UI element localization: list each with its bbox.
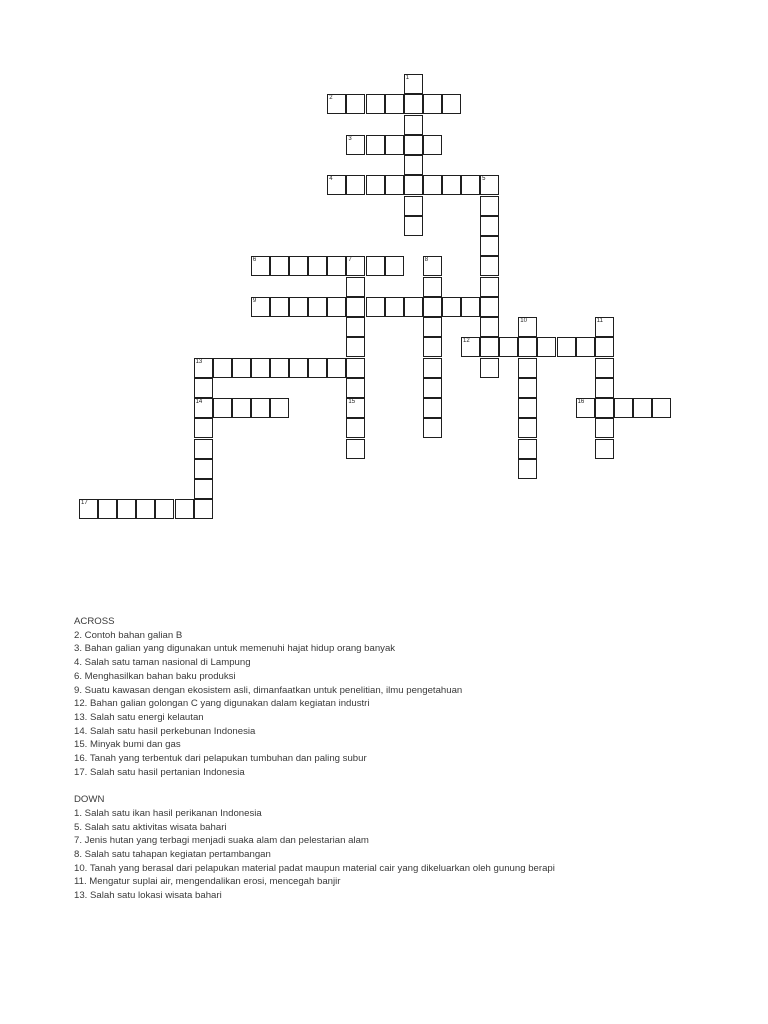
crossword-cell[interactable] xyxy=(423,297,442,317)
crossword-cell[interactable] xyxy=(232,358,251,378)
clue-number: 17 xyxy=(81,500,88,507)
crossword-cell[interactable] xyxy=(518,439,537,459)
crossword-cell[interactable] xyxy=(213,398,232,418)
crossword-cell[interactable] xyxy=(423,256,442,276)
crossword-cell[interactable] xyxy=(423,277,442,297)
crossword-cell[interactable] xyxy=(461,175,480,195)
clue-number: 13 xyxy=(195,358,203,365)
crossword-cell[interactable] xyxy=(576,337,595,357)
crossword-cell[interactable] xyxy=(404,297,423,317)
clue-number: 12 xyxy=(463,338,470,345)
crossword-cell[interactable] xyxy=(289,256,308,276)
across-clue: 16. Tanah yang terbentuk dari pelapukan tumbuhan dan paling subur xyxy=(74,753,367,765)
clue-number: 16 xyxy=(577,399,585,405)
crossword-cell[interactable] xyxy=(442,94,461,114)
crossword-cell[interactable] xyxy=(518,337,537,357)
crossword-cell[interactable] xyxy=(518,358,537,378)
crossword-cell[interactable] xyxy=(366,256,385,276)
crossword-cell[interactable] xyxy=(194,418,213,438)
crossword-cell[interactable] xyxy=(404,196,423,216)
crossword-cell[interactable] xyxy=(480,337,499,357)
crossword-cell[interactable] xyxy=(404,175,423,195)
crossword-cell[interactable] xyxy=(480,317,499,337)
crossword-cell[interactable] xyxy=(480,277,499,297)
across-clue: 4. Salah satu taman nasional di Lampung xyxy=(74,657,251,669)
crossword-cell[interactable] xyxy=(136,499,155,519)
crossword-cell[interactable] xyxy=(366,135,385,155)
crossword-cell[interactable] xyxy=(385,135,404,155)
across-clue-list xyxy=(74,629,754,780)
crossword-cell[interactable] xyxy=(576,398,595,418)
crossword-cell[interactable] xyxy=(194,459,213,479)
across-clue: 14. Salah satu hasil perkebunan Indonesia xyxy=(74,725,256,737)
crossword-cell[interactable] xyxy=(346,439,365,459)
crossword-cell[interactable] xyxy=(251,297,270,317)
crossword-cell[interactable] xyxy=(155,499,174,519)
crossword-cell[interactable] xyxy=(308,256,327,276)
crossword-cell[interactable] xyxy=(423,398,442,418)
crossword-cell[interactable] xyxy=(423,378,442,398)
clue-number: 10 xyxy=(520,318,527,324)
crossword-cell[interactable] xyxy=(346,256,365,276)
across-clue: 13. Salah satu energi kelautan xyxy=(74,711,204,723)
across-clue: 6. Menghasilkan bahan baku produksi xyxy=(74,670,236,682)
crossword-cell[interactable] xyxy=(595,439,614,459)
down-clue: 11. Mengatur suplai air, mengendalikan erosi, mencegah banjir xyxy=(74,876,341,888)
crossword-cell[interactable] xyxy=(251,358,270,378)
crossword-cell[interactable] xyxy=(366,175,385,195)
crossword-cell[interactable] xyxy=(385,94,404,114)
across-clue: 3. Bahan galian yang digunakan untuk memenuhi hajat hidup orang banyak xyxy=(74,643,396,655)
crossword-cell[interactable] xyxy=(442,175,461,195)
crossword-cell[interactable] xyxy=(346,277,365,297)
across-clue: 15. Minyak bumi dan gas xyxy=(74,739,181,751)
down-clue-list xyxy=(74,807,754,903)
crossword-cell[interactable] xyxy=(404,155,423,175)
across-clue: 12. Bahan galian golongan C yang digunakan dalam kegiatan industri xyxy=(74,698,370,710)
crossword-cell[interactable] xyxy=(366,297,385,317)
crossword-cell[interactable] xyxy=(327,175,346,195)
crossword-cell[interactable] xyxy=(423,358,442,378)
crossword-cell[interactable] xyxy=(194,499,213,519)
crossword-cell[interactable] xyxy=(289,297,308,317)
crossword-cell[interactable] xyxy=(346,358,365,378)
crossword-cell[interactable] xyxy=(117,499,136,519)
crossword-cell[interactable] xyxy=(366,94,385,114)
crossword-cell[interactable] xyxy=(270,358,289,378)
crossword-cell[interactable] xyxy=(404,94,423,114)
crossword-cell[interactable] xyxy=(270,256,289,276)
crossword-cell[interactable] xyxy=(480,196,499,216)
crossword-cell[interactable] xyxy=(480,256,499,276)
crossword-cell[interactable] xyxy=(423,94,442,114)
crossword-cell[interactable] xyxy=(442,297,461,317)
crossword-cell[interactable] xyxy=(327,358,346,378)
crossword-cell[interactable] xyxy=(518,317,537,337)
across-heading: ACROSS xyxy=(74,616,115,627)
down-clue: 10. Tanah yang berasal dari pelapukan material padat maupun material cair yang dikeluarkan oleh gunung berapi xyxy=(74,862,555,874)
crossword-cell[interactable] xyxy=(518,459,537,479)
crossword-cell[interactable] xyxy=(346,135,365,155)
crossword-cell[interactable] xyxy=(327,297,346,317)
crossword-cell[interactable] xyxy=(652,398,671,418)
crossword-cell[interactable] xyxy=(404,115,423,135)
crossword-cell[interactable] xyxy=(537,337,556,357)
crossword-cell[interactable] xyxy=(385,256,404,276)
crossword-cell[interactable] xyxy=(595,317,614,337)
crossword-cell[interactable] xyxy=(461,297,480,317)
crossword-cell[interactable] xyxy=(194,398,213,418)
crossword-cell[interactable] xyxy=(251,398,270,418)
clue-number: 2 xyxy=(329,95,333,102)
crossword-cell[interactable] xyxy=(289,358,308,378)
crossword-cell[interactable] xyxy=(385,297,404,317)
crossword-cell[interactable] xyxy=(461,337,480,357)
down-clue: 13. Salah satu lokasi wisata bahari xyxy=(74,890,222,902)
crossword-cell[interactable] xyxy=(404,74,423,94)
crossword-cell[interactable] xyxy=(346,94,365,114)
crossword-cell[interactable] xyxy=(423,175,442,195)
crossword-cell[interactable] xyxy=(423,317,442,337)
crossword-cell[interactable] xyxy=(232,398,251,418)
crossword-cell[interactable] xyxy=(595,378,614,398)
crossword-cell[interactable] xyxy=(480,216,499,236)
crossword-cell[interactable] xyxy=(327,256,346,276)
crossword-cell[interactable] xyxy=(595,398,614,418)
down-clue: 5. Salah satu aktivitas wisata bahari xyxy=(74,821,227,833)
across-clue: 9. Suatu kawasan dengan ekosistem asli, dimanfaatkan untuk penelitian, ilmu pengetahuan xyxy=(74,684,463,696)
crossword-cell[interactable] xyxy=(270,398,289,418)
crossword-cell[interactable] xyxy=(175,499,194,519)
crossword-cell[interactable] xyxy=(518,378,537,398)
across-clue: 17. Salah satu hasil pertanian Indonesia xyxy=(74,766,245,778)
crossword-cell[interactable] xyxy=(346,297,365,317)
clue-number: 11 xyxy=(596,318,603,324)
across-clue: 2. Contoh bahan galian B xyxy=(74,629,183,641)
crossword-cell[interactable] xyxy=(480,297,499,317)
crossword-cell[interactable] xyxy=(518,418,537,438)
crossword-cell[interactable] xyxy=(346,337,365,357)
crossword-cell[interactable] xyxy=(346,398,365,418)
crossword-cell[interactable] xyxy=(518,398,537,418)
crossword-cell[interactable] xyxy=(423,135,442,155)
crossword-cell[interactable] xyxy=(308,358,327,378)
crossword-cell[interactable] xyxy=(423,418,442,438)
crossword-cell[interactable] xyxy=(480,358,499,378)
crossword-cell[interactable] xyxy=(98,499,117,519)
crossword-cell[interactable] xyxy=(346,418,365,438)
crossword-cell[interactable] xyxy=(423,337,442,357)
clue-number: 8 xyxy=(424,257,429,264)
clue-number: 4 xyxy=(329,176,333,183)
crossword-cell[interactable] xyxy=(213,358,232,378)
crossword-cell[interactable] xyxy=(404,216,423,236)
crossword-cell[interactable] xyxy=(346,317,365,337)
down-clue: 7. Jenis hutan yang terbagi menjadi suaka alam dan pelestarian alam xyxy=(74,835,369,847)
clue-number: 7 xyxy=(348,257,352,264)
clue-number: 6 xyxy=(252,257,257,264)
crossword-cell[interactable] xyxy=(404,135,423,155)
crossword-cell[interactable] xyxy=(194,358,213,378)
crossword-cell[interactable] xyxy=(385,175,404,195)
down-clue: 8. Salah satu tahapan kegiatan pertambangan xyxy=(74,848,271,860)
crossword-cell[interactable] xyxy=(327,94,346,114)
crossword-cell[interactable] xyxy=(480,236,499,256)
crossword-cell[interactable] xyxy=(557,337,576,357)
crossword-cell[interactable] xyxy=(308,297,327,317)
crossword-cell[interactable] xyxy=(499,337,518,357)
crossword-cell[interactable] xyxy=(480,175,499,195)
clue-number: 14 xyxy=(195,399,203,405)
crossword-cell[interactable] xyxy=(251,256,270,276)
crossword-cell[interactable] xyxy=(595,358,614,378)
crossword-cell[interactable] xyxy=(346,378,365,398)
crossword-cell[interactable] xyxy=(346,175,365,195)
crossword-cell[interactable] xyxy=(595,418,614,438)
clue-number: 5 xyxy=(482,176,486,183)
crossword-cell[interactable] xyxy=(614,398,633,418)
down-clue: 1. Salah satu ikan hasil perikanan Indonesia xyxy=(74,807,262,819)
clue-number: 9 xyxy=(252,297,257,304)
clue-number: 1 xyxy=(405,75,410,81)
crossword-cell[interactable] xyxy=(270,297,289,317)
crossword-cell[interactable] xyxy=(194,479,213,499)
crossword-cell[interactable] xyxy=(79,499,98,519)
down-heading: DOWN xyxy=(74,794,105,806)
crossword-cell[interactable] xyxy=(633,398,652,418)
crossword-cell[interactable] xyxy=(595,337,614,357)
clue-section xyxy=(74,615,754,903)
clue-number: 3 xyxy=(348,135,352,142)
clue-number: 15 xyxy=(348,399,356,405)
crossword-cell[interactable] xyxy=(194,378,213,398)
crossword-cell[interactable] xyxy=(194,439,213,459)
